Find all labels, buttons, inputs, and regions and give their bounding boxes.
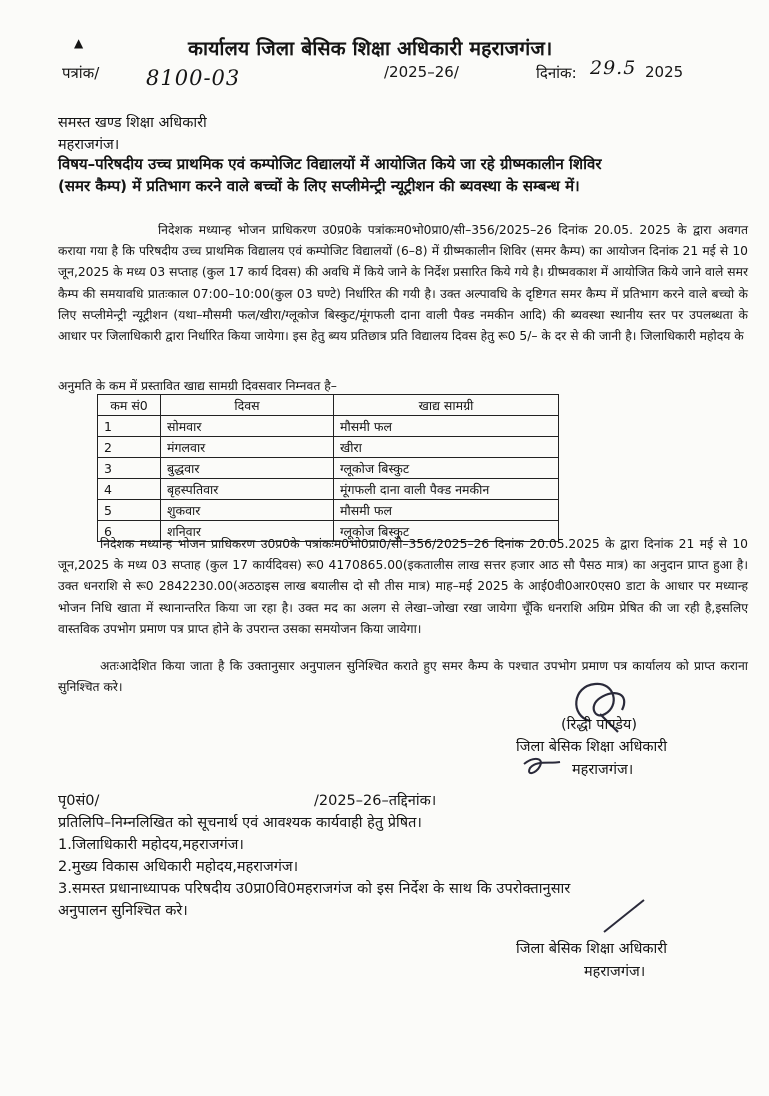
table-cell-day: शनिवार <box>161 521 334 542</box>
copy-item-3: 3.समस्त प्रधानाध्यापक परिषदीय उ0प्रा0वि0महराजगंज को इस निर्देश के साथ कि उपरोक्तानुसार <box>58 881 571 897</box>
body-paragraph-1-last: अनुमति के कम में प्रस्तावित खाद्य सामग्री दिवसवार निम्नवत है– <box>58 379 337 393</box>
emblem-icon: ▲ <box>74 36 84 50</box>
copy-intro: प्रतिलिपि–निम्नलिखित को सूचनार्थ एवं आवश्यक कार्यवाही हेतु प्रेषित। <box>58 815 422 831</box>
table-row <box>98 437 559 458</box>
date-year: 2025 <box>645 63 684 81</box>
table-cell-serial: 2 <box>98 437 161 458</box>
signatory-place: महराजगंज। <box>572 762 634 778</box>
table-cell-food: ग्लूकोज बिस्कुट <box>334 458 559 479</box>
copy-ref-no: पृ0सं0/ <box>58 793 100 809</box>
addressee-line2: महराजगंज। <box>58 137 120 153</box>
table-cell-day: बुद्धवार <box>161 458 334 479</box>
signature-mark-2 <box>600 896 650 936</box>
table-cell-serial: 3 <box>98 458 161 479</box>
letter-no-label: पत्रांक/ <box>62 64 100 82</box>
subject-line1: विषय–परिषदीय उच्च प्राथमिक एवं कम्पोजिट विद्यालयों में आयोजित किये जा रहे ग्रीष्मकालीन शिविर <box>58 155 602 173</box>
table-header-food: खाद्य सामग्री <box>334 395 559 416</box>
subject-line2: (समर कैम्प) में प्रतिभाग करने वाले बच्चों के लिए सप्लीमेन्ट्री न्यूट्रीशन की ब्यवस्था के सम्बन्ध में। <box>58 177 580 195</box>
table-cell-serial: 6 <box>98 521 161 542</box>
letter-no-handwritten: 8100-03 <box>146 66 241 90</box>
table-cell-food: मूंगफली दाना वाली पैक्ड नमकीन <box>334 479 559 500</box>
table-row <box>98 500 559 521</box>
copy-item-1: 1.जिलाधिकारी महोदय,महराजगंज। <box>58 837 244 853</box>
body-paragraph-1: निदेशक मध्यान्ह भोजन प्राधिकरण उ0प्र0के पत्रांकःम0भो0प्रा0/सी–356/2025–26 दिनांक 20.05. 2025 के द्वारा अवगत कराया गया है कि परिषदीय उच्च प्राथमिक विद्यालय एवं कम्पोजिट विद्यालयों (6–8) में ग्रीष्मकालीन शिविर (समर कैम्प) का आयोजन दिनांक 21 मई से 10 जून,2025 के मध्य 03 सप्ताह (कुल 17 कार्य दिवस) की अवधि में किये जाने के निर्देश प्रसारित किये गये है। ग्रीष्मवकाश में आयोजित किये जाने वाले समर कैम्प की समयावधि प्रातःकाल 07:00–10:00(कुल 03 घण्टे) निर्धारित की गयी है। उक्त अल्पावधि के दृष्टिगत समर कैम्प में प्रतिभाग करने वाले बच्चो के लिए सप्लीमेन्ट्री न्यूट्रीशन (यथा–मौसमी फल/खीरा/ग्लूकोज बिस्कुट/मूंगफली दाना वाली पैक्ड नमकीन आदि) की ब्यवस्था स्थानीय स्तर पर उपलब्धता के आधार पर जिलाधिकारी द्वारा निर्धारित किया जायेगा। इस हेतु ब्यय प्रतिछात्र प्रति विद्यालय दिवस हेतु रू0 5/– के दर से की जानी है। जिलाधिकारी महोदय के <box>58 223 748 344</box>
copy-item-2: 2.मुख्य विकास अधिकारी महोदय,महराजगंज। <box>58 859 299 875</box>
table-row <box>98 479 559 500</box>
copy-item-3-cont: अनुपालन सुनिश्चित करे। <box>58 903 188 919</box>
table-header-day: दिवस <box>161 395 334 416</box>
signatory-name: (रिद्धी पाण्डेय) <box>561 717 637 733</box>
table-row <box>98 416 559 437</box>
food-menu-table <box>97 394 559 542</box>
date-label: दिनांक: <box>536 64 577 82</box>
letter-session: /2025–26/ <box>384 63 459 81</box>
table-row <box>98 458 559 479</box>
table-cell-food: ग्लूकोज बिस्कुट <box>334 521 559 542</box>
table-cell-food: खीरा <box>334 437 559 458</box>
signatory-2-place: महराजगंज। <box>584 964 646 980</box>
table-header-serial: कम सं0 <box>98 395 161 416</box>
date-handwritten: 29.5 <box>590 57 637 79</box>
table-cell-serial: 4 <box>98 479 161 500</box>
table-cell-day: मंगलवार <box>161 437 334 458</box>
body-paragraph-3: अतःआदेशित किया जाता है कि उक्तानुसार अनुपालन सुनिश्चित कराते हुए समर कैम्प के पश्चात उपभोग प्रमाण पत्र कार्यालय को प्राप्त कराना सुनिश्चित करे। <box>58 659 748 695</box>
table-cell-day: शुकवार <box>161 500 334 521</box>
signatory-designation: जिला बेसिक शिक्षा अधिकारी <box>516 739 667 755</box>
table-cell-food: मौसमी फल <box>334 416 559 437</box>
table-cell-serial: 1 <box>98 416 161 437</box>
table-cell-food: मौसमी फल <box>334 500 559 521</box>
addressee-line1: समस्त खण्ड शिक्षा अधिकारी <box>58 115 207 131</box>
table-cell-day: बृहस्पतिवार <box>161 479 334 500</box>
office-title: कार्यालय जिला बेसिक शिक्षा अधिकारी महराजगंज। <box>188 37 553 60</box>
copy-ref-date: /2025–26–तद्दिनांक। <box>314 793 437 809</box>
initials-mark-1 <box>520 754 566 782</box>
body-paragraph-2: निदेशक मध्यान्ह भोजन प्राधिकरण उ0प्र0के पत्रांकःम0भो0प्रा0/सी–356/2025–26 दिनांक 20.05.2025 के द्वारा दिनांक 21 मई से 10 जून,2025 के मध्य 03 सप्ताह (कुल 17 कार्यदिवस) रू0 4170865.00(इकतालीस लाख सत्तर हजार आठ सौ पैसठ मात्र) का अनुदान प्राप्त हुआ है। उक्त धनराशि से रू0 2842230.00(अठठाइस लाख बयालीस दो सौ तीस मात्र) माह–मई 2025 के आई0वी0आर0एस0 डाटा के आधार पर मध्यान्ह भोजन निधि खाता में स्थानान्तरित किया जा रहा है। उक्त मद का अलग से लेखा–जोखा रखा जायेगा चूँकि धनराशि अग्रिम प्रेषित की जा रही है,इसलिए वास्तविक उपभोग प्रमाण पत्र प्राप्त होने के उपरान्त उसका समयोजन किया जायेगा। <box>58 537 748 636</box>
table-cell-serial: 5 <box>98 500 161 521</box>
signatory-2-designation: जिला बेसिक शिक्षा अधिकारी <box>516 941 667 957</box>
table-cell-day: सोमवार <box>161 416 334 437</box>
table-header-row <box>98 395 559 416</box>
